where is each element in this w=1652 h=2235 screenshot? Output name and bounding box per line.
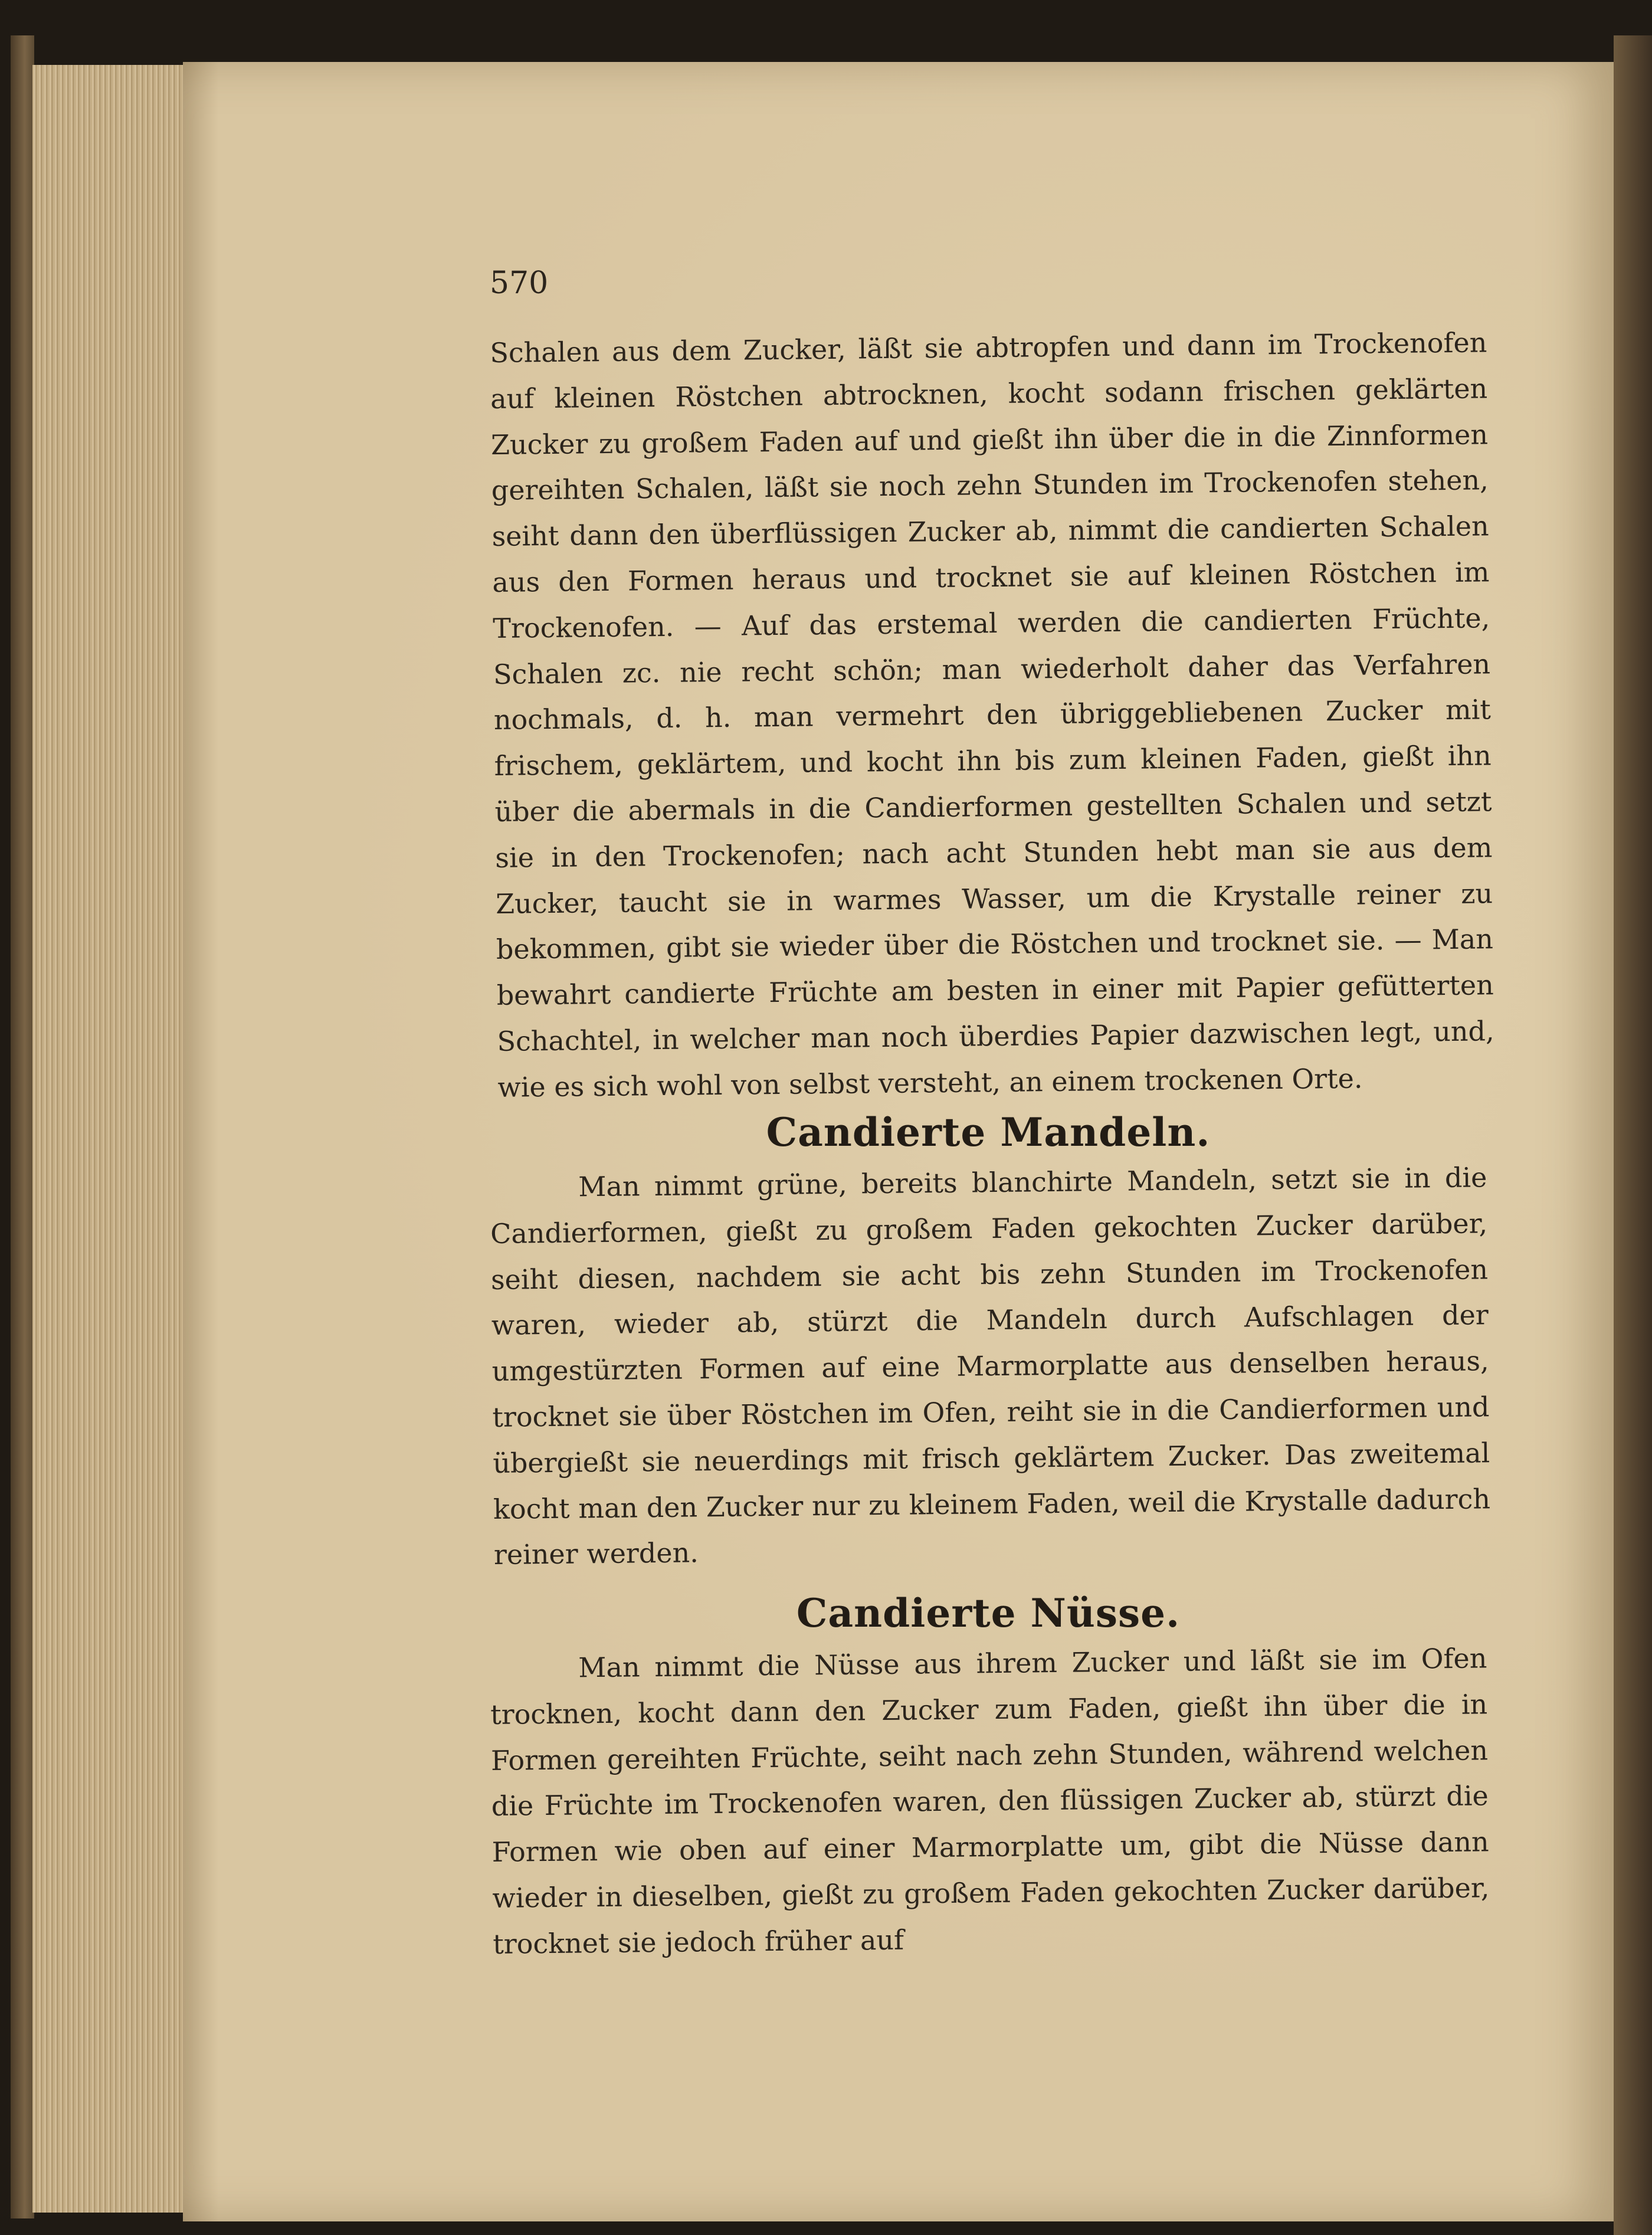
- book-cover-edge: [11, 35, 34, 2218]
- book-gutter: [1614, 35, 1652, 2235]
- paragraph-candied-nuts: Man nimmt die Nüsse aus ihrem Zucker und läßt sie im Ofen trocknen, kocht dann den Zucker zum Faden, gießt ihn über die in Formen gereihten Früchte, seiht nach zehn Stunden, während welchen die Früchte im Trockenofen waren, den flüssigen Zucker ab, stürzt die Formen wie oben auf einer Marmorplatte um, gibt die Nüsse dann wieder in dieselben, gießt zu großem Faden gekochten Zucker darüber, trocknet sie jedoch früher auf: [490, 1642, 1490, 1960]
- paragraph-candied-peels: Schalen aus dem Zucker, läßt sie abtropfen und dann im Trockenofen auf kleinen Röstchen abtrocknen, kocht sodann frischen geklärten Zucker zu großem Faden auf und gießt ihn über die in die Zinnformen gereihten Schalen, läßt sie noch zehn Stunden im Trockenofen stehen, seiht dann den überflüssigen Zucker ab, nimmt die candierten Schalen aus den Formen heraus und trocknet sie auf kleinen Röstchen im Trockenofen. — Auf das erstemal werden die candierten Früchte, Schalen zc. nie recht schön; man wiederholt daher das Verfahren nochmals, d. h. man vermehrt den übriggebliebenen Zucker mit frischem, geklärtem, und kocht ihn bis zum kleinen Faden, gießt ihn über die abermals in die Candierformen gestellten Schalen und setzt sie in den Trockenofen; nach acht Stunden hebt man sie aus dem Zucker, taucht sie in warmes Wasser, um die Krystalle reiner zu bekommen, gibt sie wieder über die Röstchen und trocknet sie. — Man bewahrt candierte Früchte am besten in einer mit Papier gefütterten Schachtel, in welcher man noch überdies Papier dazwischen legt, und, wie es sich wohl von selbst versteht, an einem trockenen Orte.: [490, 326, 1494, 1103]
- heading-candierte-mandeln: Candierte Mandeln.: [766, 1109, 1211, 1155]
- page-number: 570: [490, 266, 549, 301]
- page-stack-edges: [32, 65, 192, 2213]
- heading-candierte-nuesse: Candierte Nüsse.: [796, 1590, 1181, 1636]
- paragraph-candied-almonds: Man nimmt grüne, bereits blanchirte Mandeln, setzt sie in die Candierformen, gießt zu großem Faden gekochten Zucker darüber, seiht diesen, nachdem sie acht bis zehn Stunden im Trockenofen waren, wieder ab, stürzt die Mandeln durch Aufschlagen der umgestürzten Formen auf eine Marmorplatte aus denselben heraus, trocknet sie über Röstchen im Ofen, reiht sie in die Candierformen und übergießt sie neuerdings mit frisch geklärtem Zucker. Das zweitemal kocht man den Zucker nur zu kleinem Faden, weil die Krystalle dadurch reiner werden.: [490, 1161, 1491, 1571]
